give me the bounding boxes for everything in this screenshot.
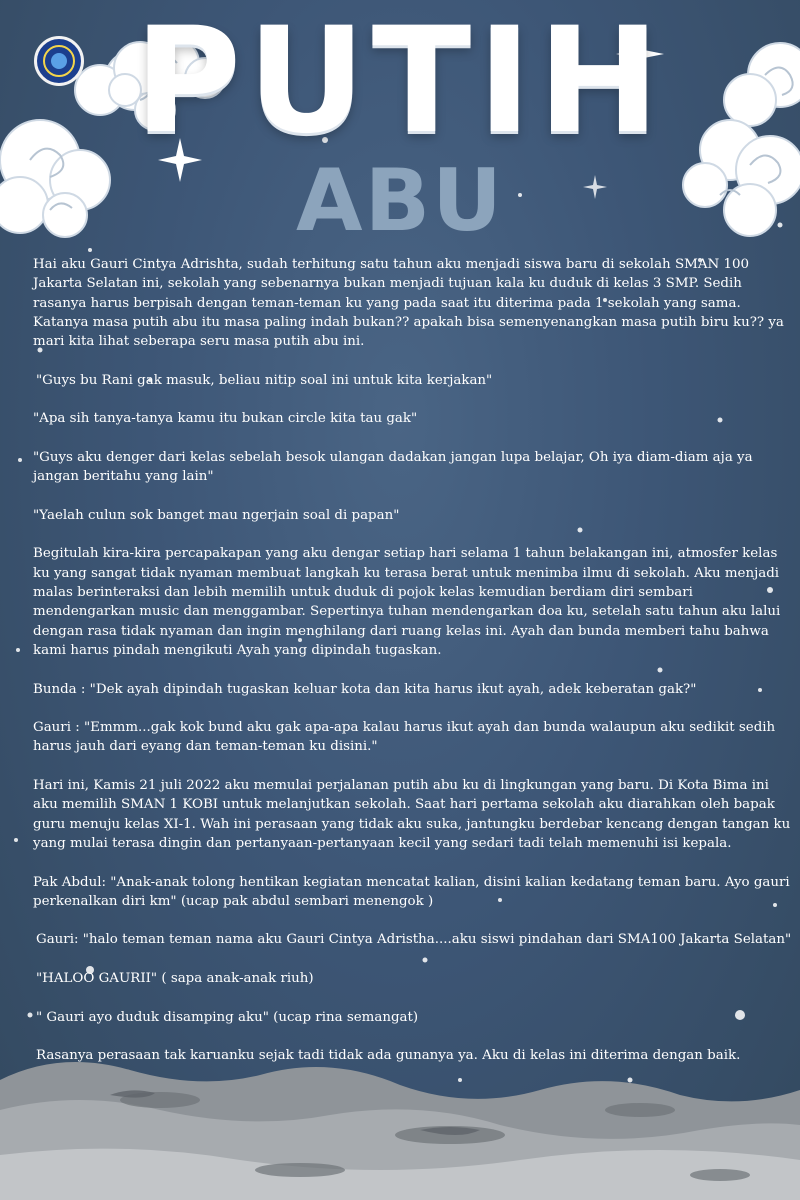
story-paragraph: "Apa sih tanya-tanya kamu itu bukan circle kita tau gak" bbox=[33, 411, 418, 427]
story-paragraph: Gauri : "Emmm...gak kok bund aku gak apa-apa kalau harus ikut ayah dan bunda walaupun aku sedikit sedih harus jauh dari eyang dan teman-teman ku disini." bbox=[33, 720, 776, 755]
story-paragraph: Begitulah kira-kira percapakapan yang aku dengar setiap hari selama 1 tahun belakangan ini, atmosfer kelas ku yang sangat tidak nyaman membuat langkah ku terasa berat untuk menimba ilmu di sekolah. Aku menjadi malas berinteraksi dan lebih memilih untuk duduk di pojok kelas kemudian berdiam diri sembari mendengarkan music dan menggambar. Sepertinya tuhan mendengarkan doa ku, setelah satu tahun aku lalui dengan rasa tidak nyaman dan ingin menghilang dari ruang kelas ini. Ayah dan bunda memberi tahu bahwa kami harus pindah mengikuti Ayah yang dipindah tugaskan. bbox=[33, 546, 781, 658]
story-paragraph: "Guys bu Rani gak masuk, beliau nitip soal ini untuk kita kerjakan" bbox=[36, 372, 493, 388]
story-paragraph: Hai aku Gauri Cintya Adrishta, sudah terhitung satu tahun aku menjadi siswa baru di sekolah SMAN 100 Jakarta Selatan ini, sekolah yang sebenarnya bukan menjadi tujuan kala ku duduk di kelas 3 SMP. Sedih rasanya harus berpisah dengan teman-teman ku yang pada saat itu diterima pada 1 sekolah yang sama. Katanya masa putih abu itu masa paling indah bukan?? apakah bisa semenyenangkan masa putih biru ku?? ya mari kita lihat seberapa seru masa putih abu ini. bbox=[33, 257, 784, 350]
story-paragraph: Rasanya perasaan tak karuanku sejak tadi tidak ada gunanya ya. Aku di kelas ini diterima dengan baik. bbox=[36, 1048, 741, 1064]
story-body bbox=[33, 255, 793, 1085]
story-paragraph: " Gauri ayo duduk disamping aku" (ucap rina semangat) bbox=[36, 1009, 419, 1025]
story-paragraph: Hari ini, Kamis 21 juli 2022 aku memulai perjalanan putih abu ku di lingkungan yang baru. Di Kota Bima ini aku memilih SMAN 1 KOBI untuk melanjutkan sekolah. Saat hari pertama sekolah aku diarahkan oleh bapak guru menuju kelas XI-1. Wah ini perasaan yang tidak aku suka, jantungku berdebar kencang dengan tangan ku yang mulai terasa dingin dan pertanyaan-pertanyaan kecil yang sedari tadi telah memenuhi isi kepala. bbox=[33, 778, 791, 851]
story-paragraph: "Yaelah culun sok banget mau ngerjain soal di papan" bbox=[33, 507, 400, 523]
story-paragraph: Gauri: "halo teman teman nama aku Gauri Cintya Adristha....aku siswi pindahan dari SMA100 Jakarta Selatan" bbox=[36, 932, 792, 948]
story-paragraph: "HALOO GAURII" ( sapa anak-anak riuh) bbox=[36, 970, 314, 986]
story-paragraph: "Guys aku denger dari kelas sebelah besok ulangan dadakan jangan lupa belajar, Oh iya diam-diam aja ya jangan beritahu yang lain" bbox=[33, 449, 753, 485]
story-paragraph: Bunda : "Dek ayah dipindah tugaskan keluar kota dan kita harus ikut ayah, adek keberatan gak?" bbox=[33, 681, 697, 697]
poster-title: PUTIH bbox=[134, 0, 666, 166]
story-paragraph: Pak Abdul: "Anak-anak tolong hentikan kegiatan mencatat kalian, disini kalian kedatang teman baru. Ayo gauri perkenalkan diri km" (ucap pak abdul sembari menengok ) bbox=[33, 874, 790, 909]
moon-surface bbox=[0, 1040, 800, 1200]
poster-subtitle: ABU bbox=[296, 151, 504, 251]
